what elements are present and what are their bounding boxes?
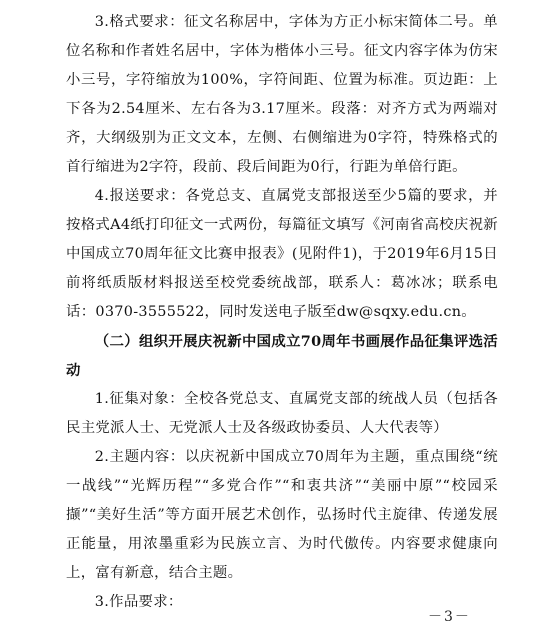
section-heading-calligraphy-exhibition: （二）组织开展庆祝新中国成立70周年书画展作品征集评选活动 [66, 333, 498, 379]
paragraph-collection-target: 1.征集对象：全校各党总支、直属党支部的统战人员（包括各民主党派人士、无党派人士及各级政协委员、人大代表等） [66, 391, 498, 436]
paragraph-theme-content: 2.主题内容：以庆祝新中国成立70周年为主题，重点围绕“统一战线”“光辉历程”“多党合作”“和衷共济”“美丽中原”“校园采撷”“美好生活”等方面开展艺术创作，弘扬时代主旋律、传递发展正能量，用浓墨重彩为民族立言、为时代傲传。内容要求健康向上，富有新意，结合主题。 [66, 449, 498, 581]
paragraph-submission-requirements: 4.报送要求：各党总支、直属党支部报送至少5篇的要求，并按格式A4纸打印征文一式两份，每篇征文填写《河南省高校庆祝新中国成立70周年征文比赛申报表》(见附件1)，于2019年6月15日前将纸质版材料报送至校党委统战部，联系人：葛冰冰；联系电话：0370-3555522，同时发送电子版至dw@sqxy.edu.cn。 [66, 188, 498, 320]
page-number: －3－ [428, 609, 471, 625]
paragraph-format-requirements: 3.格式要求：征文名称居中，字体为方正小标宋简体二号。单位名称和作者姓名居中，字体为楷体小三号。征文内容字体为仿宋小三号，字符缩放为100%，字符间距、位置为标准。页边距：上下各为2.54厘米、左右各为3.17厘米。段落：对齐方式为两端对齐，大纲级别为正文文本，左侧、右侧缩进为0字符，特殊格式的首行缩进为2字符，段前、段后间距为0行，行距为单倍行距。 [66, 14, 498, 175]
paragraph-work-requirements: 3.作品要求： [94, 594, 183, 610]
document-body [66, 8, 498, 617]
